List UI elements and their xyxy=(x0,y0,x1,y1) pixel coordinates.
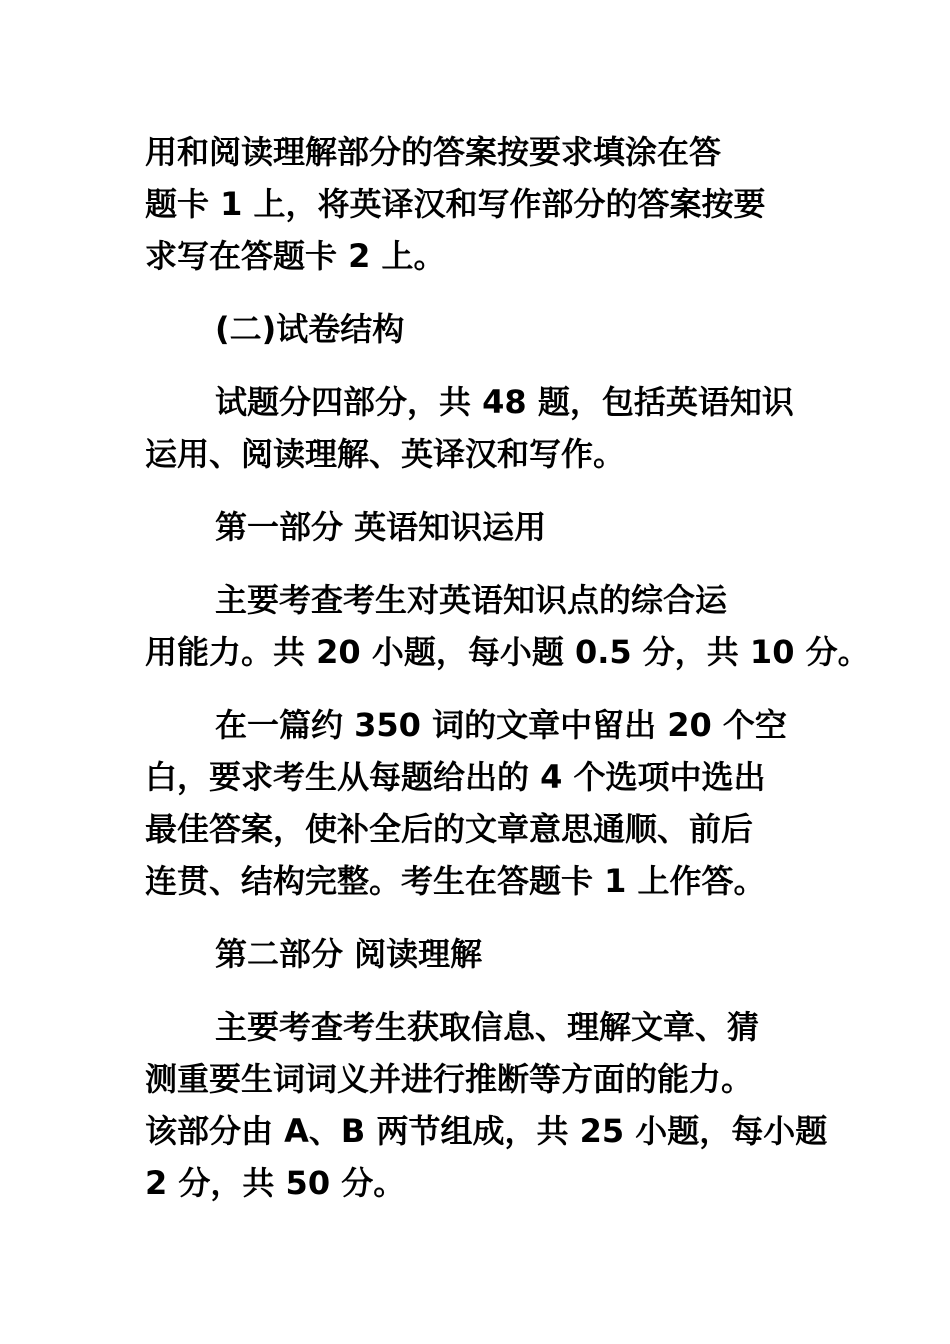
text-line: 求写在答题卡 2 上。 xyxy=(145,237,446,275)
text-line: 题卡 1 上，将英译汉和写作部分的答案按要 xyxy=(145,185,766,223)
section-heading: (二)试卷结构 xyxy=(215,310,405,348)
text-line: 测重要生词词义并进行推断等方面的能力。 xyxy=(145,1060,754,1098)
text-line: 2 分，共 50 分。 xyxy=(145,1164,406,1202)
text-line: 白，要求考生从每题给出的 4 个选项中选出 xyxy=(145,758,766,796)
text-line: 该部分由 A、B 两节组成，共 25 小题，每小题 xyxy=(145,1112,828,1150)
text-line: 用能力。共 20 小题，每小题 0.5 分，共 10 分。 xyxy=(145,633,870,671)
text-line: 主要考查考生获取信息、理解文章、猜 xyxy=(215,1008,760,1046)
part-heading: 第二部分 阅读理解 xyxy=(215,935,483,973)
document-page xyxy=(145,126,870,1209)
part-heading: 第一部分 英语知识运用 xyxy=(215,508,547,546)
text-line: 主要考查考生对英语知识点的综合运 xyxy=(215,581,728,619)
text-line: 最佳答案，使补全后的文章意思通顺、前后 xyxy=(145,810,754,848)
text-line: 在一篇约 350 词的文章中留出 20 个空 xyxy=(215,706,787,744)
text-line: 试题分四部分，共 48 题，包括英语知识 xyxy=(215,383,794,421)
text-line: 运用、阅读理解、英译汉和写作。 xyxy=(145,435,626,473)
text-line: 连贯、结构完整。考生在答题卡 1 上作答。 xyxy=(145,862,766,900)
text-line: 用和阅读理解部分的答案按要求填涂在答 xyxy=(145,133,722,171)
